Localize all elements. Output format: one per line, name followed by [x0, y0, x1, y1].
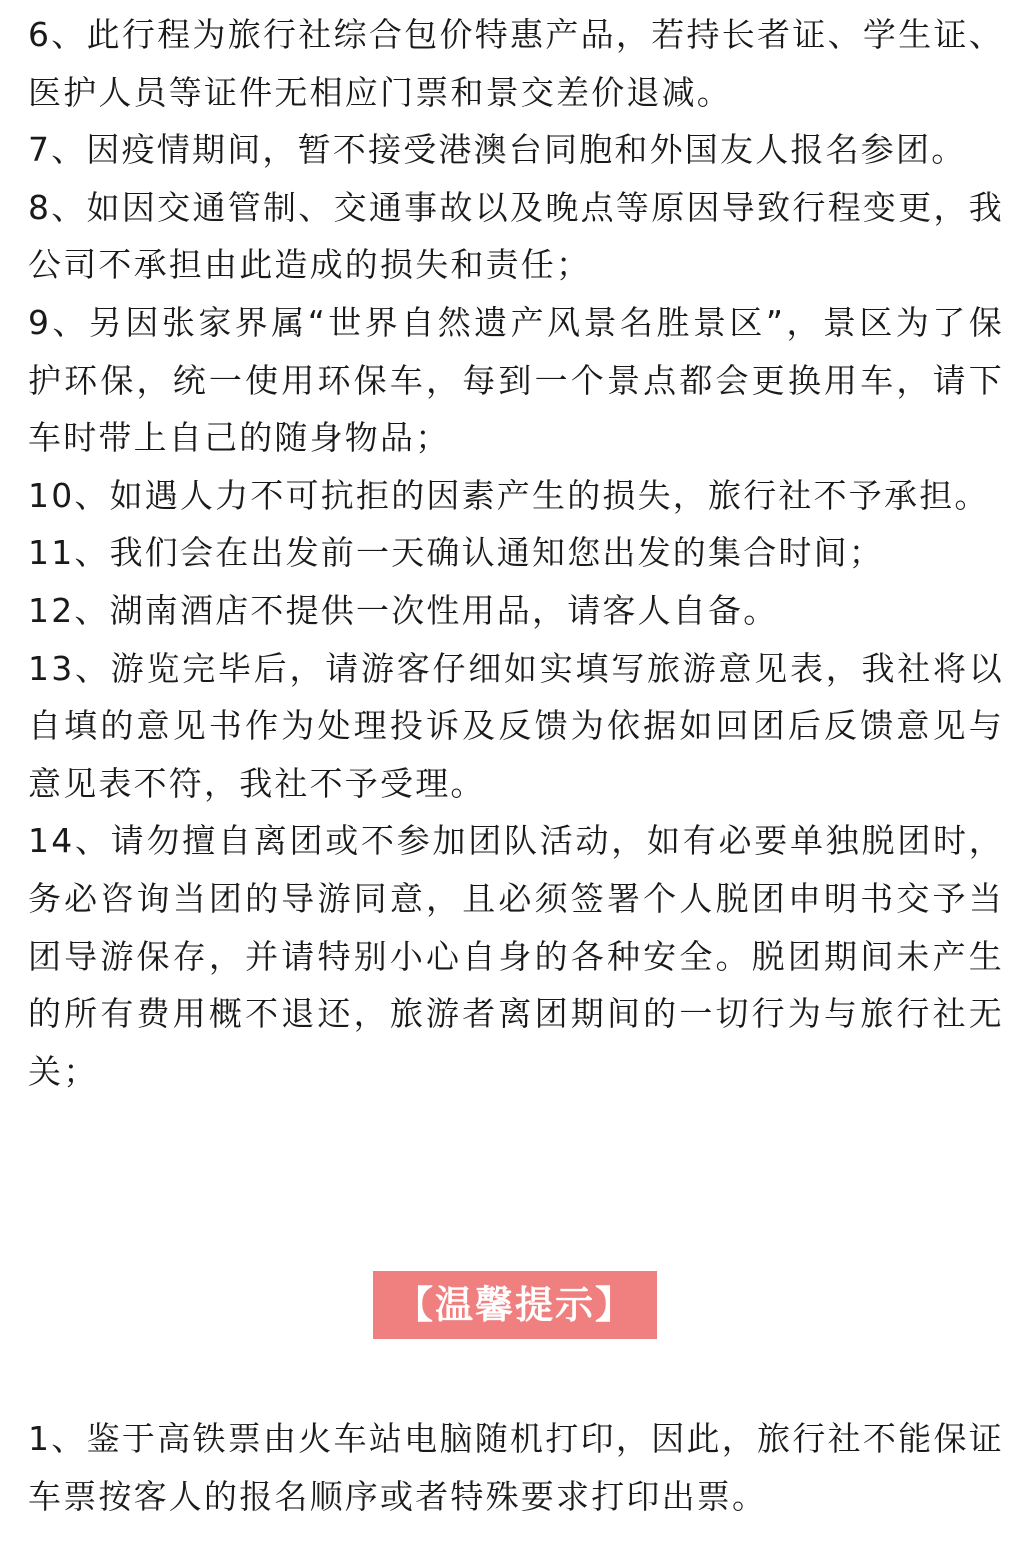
tip-item-1: 1、鉴于高铁票由火车站电脑随机打印，因此，旅行社不能保证车票按客人的报名顺序或者特殊要求打印出票。 — [28, 1419, 1004, 1516]
tips-list — [28, 1410, 1004, 1525]
note-item-7: 7、因疫情期间，暂不接受港澳台同胞和外国友人报名参团。 — [28, 130, 967, 170]
note-item-14: 14、请勿擅自离团或不参加团队活动，如有必要单独脱团时，务必咨询当团的导游同意，且必须签署个人脱团申明书交予当团导游保存，并请特别小心自身的各种安全。脱团期间未产生的所有费用概不退还，旅游者离团期间的一切行为与旅行社无关； — [28, 821, 1004, 1091]
note-item-10: 10、如遇人力不可抗拒的因素产生的损失，旅行社不予承担。 — [28, 475, 990, 515]
note-item-11: 11、我们会在出发前一天确认通知您出发的集合时间； — [28, 533, 884, 573]
notes-list — [28, 6, 1004, 1100]
note-item-12: 12、湖南酒店不提供一次性用品，请客人自备。 — [28, 590, 779, 630]
warm-tips-heading: 【温馨提示】 — [373, 1271, 657, 1339]
note-item-8: 8、如因交通管制、交通事故以及晚点等原因导致行程变更，我公司不承担由此造成的损失和责任； — [28, 187, 1004, 285]
note-item-9: 9、另因张家界属“世界自然遗产风景名胜景区”，景区为了保护环保，统一使用环保车，每到一个景点都会更换用车，请下车时带上自己的随身物品； — [28, 302, 1004, 458]
note-item-6: 6、此行程为旅行社综合包价特惠产品，若持长者证、学生证、医护人员等证件无相应门票和景交差价退减。 — [28, 15, 1004, 112]
note-item-13: 13、游览完毕后，请游客仔细如实填写旅游意见表，我社将以自填的意见书作为处理投诉及反馈为依据如回团后反馈意见与意见表不符，我社不予受理。 — [28, 648, 1004, 803]
